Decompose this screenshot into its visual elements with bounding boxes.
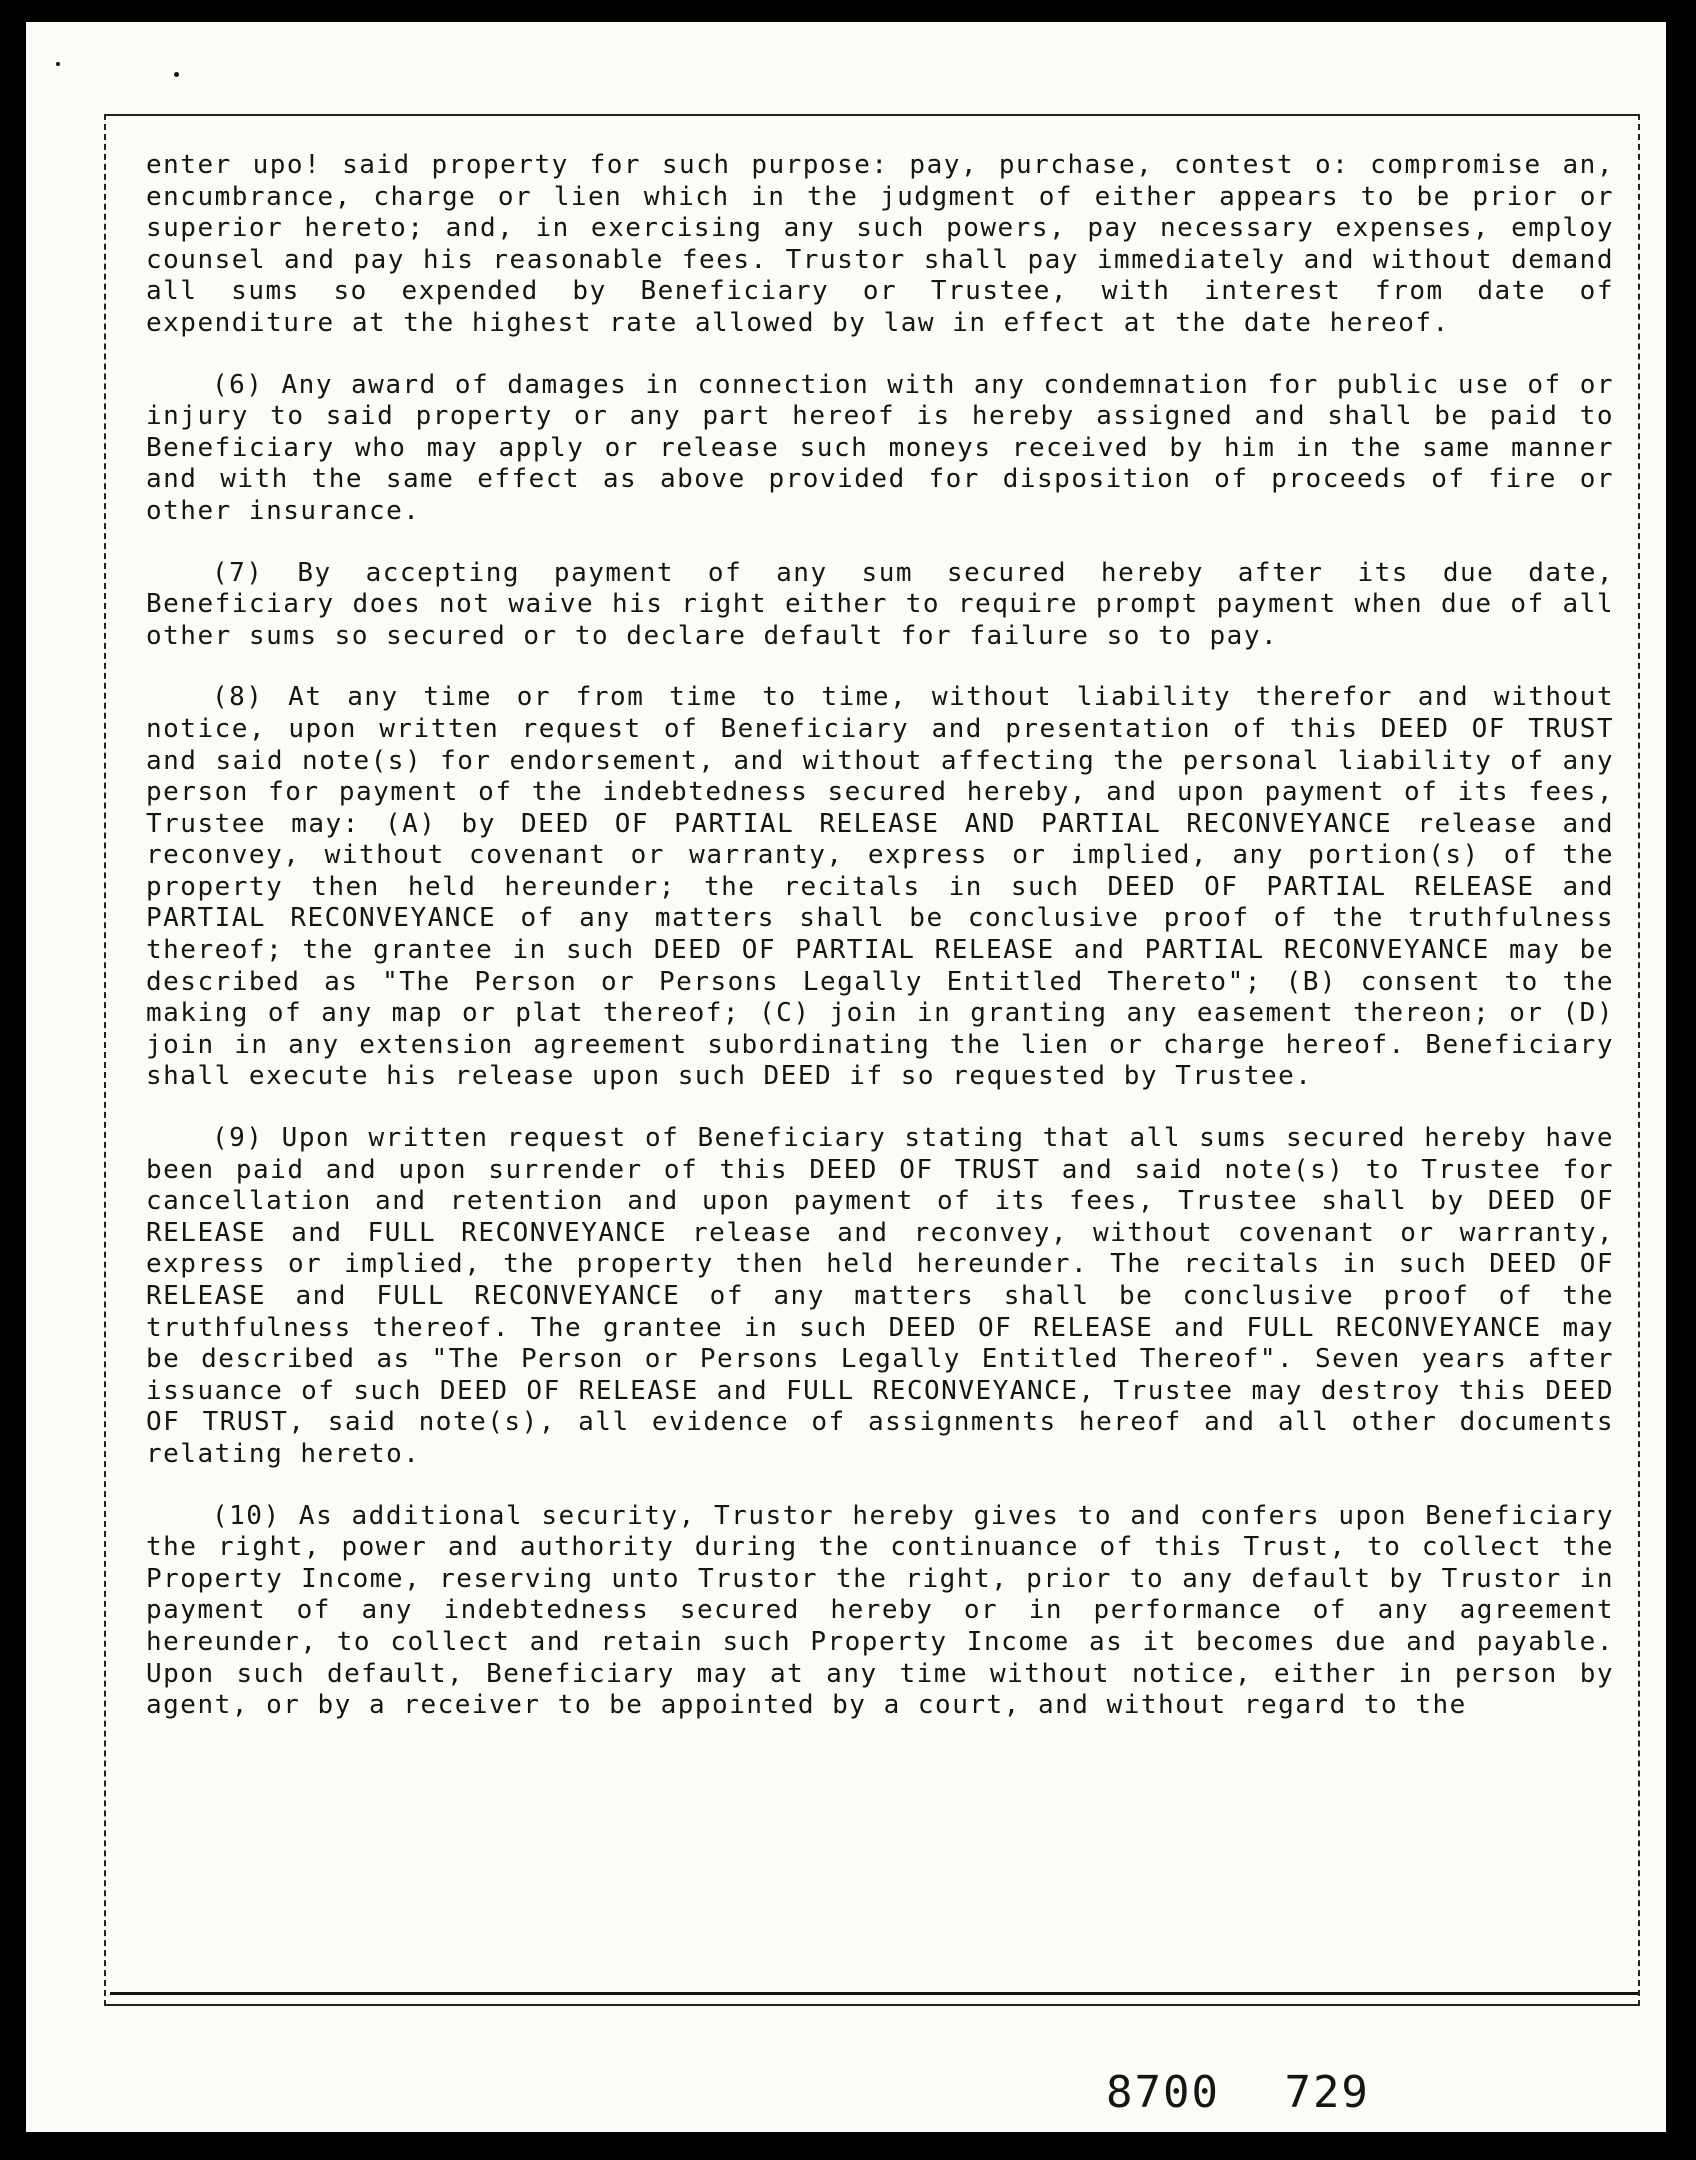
scan-speck [56, 62, 60, 66]
paragraph-6: (6) Any award of damages in connection with any condemnation for public use of or injury to said property or any part hereof is hereby assigned and shall be paid to Beneficiary who may apply or release such moneys received by him in the same manner and with the same effect as above provided for disposition of proceeds of fire or other insurance. [146, 369, 1614, 526]
bottom-rule [110, 1992, 1638, 1995]
document-page [26, 22, 1666, 2132]
paragraph-9: (9) Upon written request of Beneficiary stating that all sums secured hereby have been paid and upon surrender of this DEED OF TRUST and said note(s) to Trustee for cancellation and retention and upon payment of its fees, Trustee shall by DEED OF RELEASE and FULL RECONVEYANCE release and reconvey, without covenant or warranty, express or implied, the property then held hereunder. The recitals in such DEED OF RELEASE and FULL RECONVEYANCE of any matters shall be conclusive proof of the truthfulness thereof. The grantee in such DEED OF RELEASE and FULL RECONVEYANCE may be described as "The Person or Persons Legally Entitled Thereof". Seven years after issuance of such DEED OF RELEASE and FULL RECONVEYANCE, Trustee may destroy this DEED OF TRUST, said note(s), all evidence of assignments hereof and all other documents relating hereto. [146, 1123, 1614, 1469]
paragraph-5-continued: enter upo! said property for such purpose: pay, purchase, contest o: compromise an, encumbrance, charge or lien which in the judgment of either appears to be prior or superior hereto; and, in exercising any such powers, pay necessary expenses, employ counsel and pay his reasonable fees. Trustor shall pay immediately and without demand all sums so expended by Beneficiary or Trustee, with interest from date of expenditure at the highest rate allowed by law in effect at the date hereof. [146, 150, 1614, 338]
paragraph-7: (7) By accepting payment of any sum secured hereby after its due date, Beneficiary does not waive his right either to require prompt payment when due of all other sums so secured or to declare default for failure so to pay. [146, 557, 1614, 651]
document-body [146, 150, 1614, 1980]
scan-speck [174, 72, 179, 77]
paragraph-8: (8) At any time or from time to time, without liability therefor and without notice, upon written request of Beneficiary and presentation of this DEED OF TRUST and said note(s) for endorsement, and without affecting the personal liability of any person for payment of the indebtedness secured hereby, and upon payment of its fees, Trustee may: (A) by DEED OF PARTIAL RELEASE AND PARTIAL RECONVEYANCE release and reconvey, without covenant or warranty, express or implied, any portion(s) of the property then held hereunder; the recitals in such DEED OF PARTIAL RELEASE and PARTIAL RECONVEYANCE of any matters shall be conclusive proof of the truthfulness thereof; the grantee in such DEED OF PARTIAL RELEASE and PARTIAL RECONVEYANCE may be described as "The Person or Persons Legally Entitled Thereto"; (B) consent to the making of any map or plat thereof; (C) join in granting any easement thereon; or (D) join in any extension agreement subordinating the lien or charge hereof. Beneficiary shall execute his release upon such DEED if so requested by Trustee. [146, 682, 1614, 1092]
page-number: 8700 729 [1106, 2067, 1370, 2118]
paragraph-10: (10) As additional security, Trustor hereby gives to and confers upon Beneficiary the right, power and authority during the continuance of this Trust, to collect the Property Income, reserving unto Trustor the right, prior to any default by Trustor in payment of any indebtedness secured hereby or in performance of any agreement hereunder, to collect and retain such Property Income as it becomes due and payable. Upon such default, Beneficiary may at any time without notice, either in person by agent, or by a receiver to be appointed by a court, and without regard to the [146, 1500, 1614, 1721]
